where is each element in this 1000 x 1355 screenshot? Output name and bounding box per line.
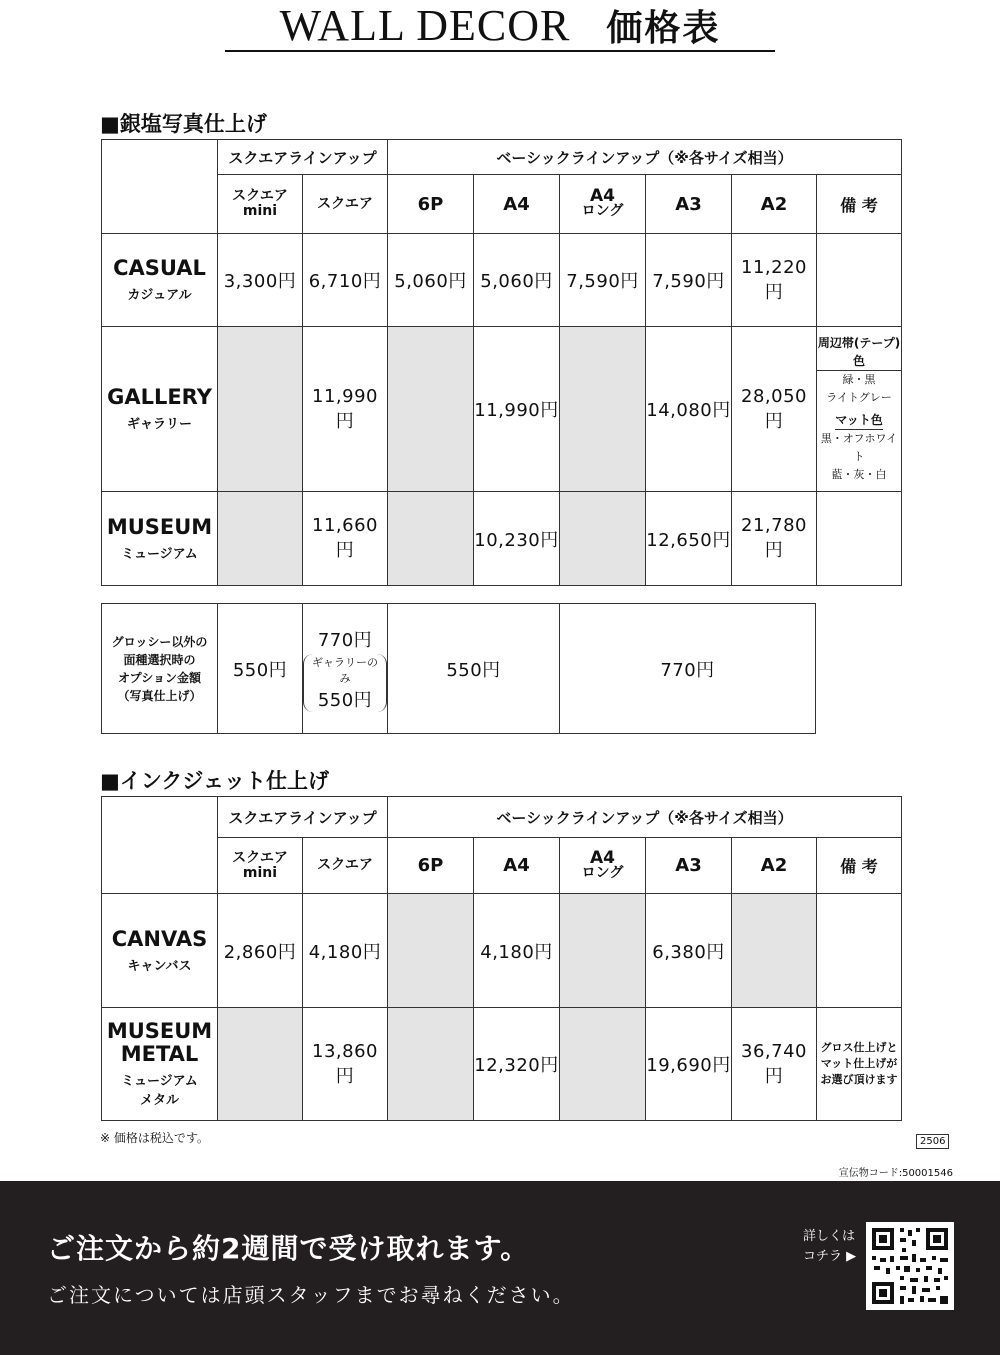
price-cell: 3,300円 — [218, 234, 303, 327]
size-header-a3: A3 — [646, 838, 732, 894]
size-header-a4: A4 — [474, 175, 560, 234]
option-price-square: 770円 ギャラリーのみ 550円 — [303, 604, 388, 734]
qr-code-icon[interactable] — [866, 1222, 954, 1310]
size-header-square: スクエア — [303, 838, 388, 894]
silver-price-table — [101, 139, 902, 586]
size-header-a3: A3 — [646, 175, 732, 234]
price-cell: 7,590円 — [560, 234, 646, 327]
remarks-cell-metal: グロス仕上げと マット仕上げが お選び頂けます — [817, 1008, 902, 1121]
size-header-square-mini: スクエア mini — [218, 175, 303, 234]
price-cell: 21,780円 — [732, 492, 817, 586]
size-header-square: スクエア — [303, 175, 388, 234]
row-label-canvas: CANVAS キャンバス — [102, 894, 218, 1008]
unavailable-cell — [218, 327, 303, 492]
qr-label: 詳しくは コチラ ▶ — [803, 1229, 857, 1264]
unavailable-cell — [388, 894, 474, 1008]
row-label-gallery: GALLERY ギャラリー — [102, 327, 218, 492]
size-header-a4-long: A4 ロング — [560, 175, 646, 234]
group-header-square: スクエアラインアップ — [218, 140, 388, 175]
size-header-remarks: 備 考 — [817, 838, 902, 894]
remarks-cell — [817, 894, 902, 1008]
price-cell: 7,590円 — [646, 234, 732, 327]
unavailable-cell — [560, 492, 646, 586]
row-label-museum: MUSEUM ミュージアム — [102, 492, 218, 586]
title-en: WALL DECOR — [279, 1, 571, 50]
price-cell: 14,080円 — [646, 327, 732, 492]
unavailable-cell — [388, 492, 474, 586]
size-header-a2: A2 — [732, 838, 817, 894]
price-cell: 36,740円 — [732, 1008, 817, 1121]
price-cell: 11,990円 — [303, 327, 388, 492]
option-price-table — [101, 603, 816, 734]
table-row — [102, 894, 902, 1008]
option-label: グロッシー以外の 面種選択時の オプション金額 （写真仕上げ） — [102, 604, 218, 734]
table-row — [102, 234, 902, 327]
price-cell: 11,660円 — [303, 492, 388, 586]
size-header-remarks: 備 考 — [817, 175, 902, 234]
group-header-basic: ベーシックラインアップ（※各サイズ相当） — [388, 140, 902, 175]
unavailable-cell — [388, 1008, 474, 1121]
unavailable-cell — [560, 327, 646, 492]
group-header-basic: ベーシックラインアップ（※各サイズ相当） — [388, 797, 902, 838]
tax-note: ※ 価格は税込です。 — [100, 1131, 209, 1145]
price-cell: 2,860円 — [218, 894, 303, 1008]
option-price-square-mini: 550円 — [218, 604, 303, 734]
price-cell: 5,060円 — [474, 234, 560, 327]
inkjet-price-table — [101, 796, 902, 1121]
price-cell: 6,380円 — [646, 894, 732, 1008]
page-title — [225, 0, 775, 52]
section-heading-silver: ■銀塩写真仕上げ — [100, 112, 267, 136]
remarks-cell — [817, 492, 902, 586]
section-heading-inkjet: ■インクジェット仕上げ — [100, 769, 330, 793]
price-cell: 4,180円 — [303, 894, 388, 1008]
price-cell: 12,320円 — [474, 1008, 560, 1121]
remarks-cell-gallery: 周辺帯(テープ)色 緑・黒 ライトグレー マット色 黒・オフホワイト 藍・灰・白 — [817, 327, 902, 492]
price-cell: 19,690円 — [646, 1008, 732, 1121]
table-corner — [102, 797, 218, 894]
promo-code: 宣伝物コード:50001546 — [838, 1168, 953, 1179]
price-cell: 11,220円 — [732, 234, 817, 327]
unavailable-cell — [218, 1008, 303, 1121]
remarks-cell — [817, 234, 902, 327]
unavailable-cell — [560, 1008, 646, 1121]
size-header-6p: 6P — [388, 175, 474, 234]
code-box: 2506 — [916, 1134, 949, 1149]
option-price-a4long-a3: 770円 — [560, 604, 816, 734]
size-header-6p: 6P — [388, 838, 474, 894]
price-cell: 5,060円 — [388, 234, 474, 327]
table-row — [102, 492, 902, 586]
table-row — [102, 1008, 902, 1121]
price-cell: 12,650円 — [646, 492, 732, 586]
option-price-6p-a4: 550円 — [388, 604, 560, 734]
table-row — [102, 327, 902, 492]
size-header-square-mini: スクエア mini — [218, 838, 303, 894]
title-jp: 価格表 — [606, 8, 721, 49]
price-cell: 11,990円 — [474, 327, 560, 492]
unavailable-cell — [560, 894, 646, 1008]
price-cell: 4,180円 — [474, 894, 560, 1008]
size-header-a4: A4 — [474, 838, 560, 894]
footer-banner — [0, 1181, 1000, 1355]
group-header-square: スクエアラインアップ — [218, 797, 388, 838]
price-cell: 6,710円 — [303, 234, 388, 327]
size-header-a4-long: A4 ロング — [560, 838, 646, 894]
unavailable-cell — [218, 492, 303, 586]
footer-subtext: ご注文については店頭スタッフまでお尋ねください。 — [47, 1283, 575, 1307]
unavailable-cell — [388, 327, 474, 492]
row-label-museum-metal: MUSEUM METAL ミュージアム メタル — [102, 1008, 218, 1121]
row-label-casual: CASUAL カジュアル — [102, 234, 218, 327]
unavailable-cell — [732, 894, 817, 1008]
price-cell: 28,050円 — [732, 327, 817, 492]
table-corner — [102, 140, 218, 234]
size-header-a2: A2 — [732, 175, 817, 234]
price-cell: 13,860円 — [303, 1008, 388, 1121]
footer-headline: ご注文から約2週間で受け取れます。 — [47, 1232, 530, 1265]
price-cell: 10,230円 — [474, 492, 560, 586]
